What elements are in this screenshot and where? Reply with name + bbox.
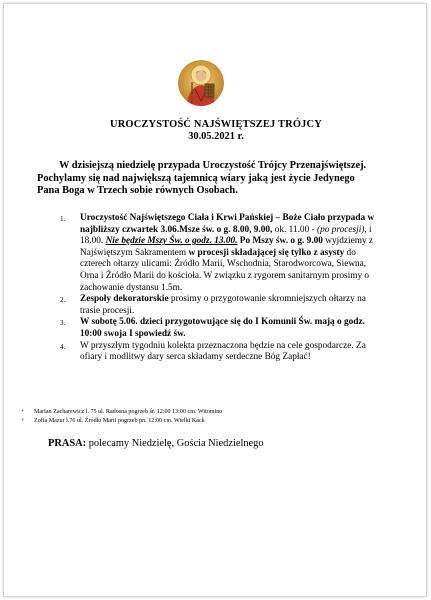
announcement-text: (po procesji) [316, 224, 365, 235]
press-label: PRASA: [48, 438, 87, 449]
list-item [60, 341, 382, 364]
announcement-text: Uroczystość Najświętszego Ciała i Krwi Pańskiej – Boże Ciało przypada w najbliższy czwartek 3.06.Msze św. o g. 8.00, 9.00, [80, 213, 375, 235]
announcement-text: W przyszłym tygodniu kolekta przeznaczona będzie na cele gospodarcze. Za ofiary i modlitwy dary serca składamy serdeczne Bóg Zapłać! [80, 340, 366, 363]
obituary-entry [21, 408, 381, 417]
announcement-text: Po Mszy św. o g. 9.00 [237, 236, 323, 247]
saint-icon [178, 60, 224, 106]
obituaries [21, 408, 381, 427]
list-number: 3. [60, 319, 66, 328]
obituary-text: Marian Zacharewicz l. 75 ul. Radosna pogrzeb śr. 12:00 13:00 cm. Witomino [34, 409, 223, 415]
announcements-list [60, 213, 382, 364]
page-date: 30.05.2021 r. [188, 131, 244, 142]
cross-symbol: + [21, 409, 25, 415]
intro-paragraph: W dzisiejszą niedzielę przypada Uroczystość Trójcy Przenajświętszej. Pochylamy się nad największą tajemnicą wiary jaką jest życie Jedynego Pana Boga w Trzech sobie równych Osobach. [37, 160, 367, 196]
obituary-text: Zofia Mazur l.76 ul. Źródło Marii pogrzeb pn. 12:00 cm. Wielki Kack [34, 418, 205, 425]
announcement-text: W sobotę 5.06. dzieci przygotowujące się do I Komunii Św. mają o godz. 10:00 swoja I spowiedź św. [80, 317, 365, 339]
press-text: polecamy Niedzielę, Gościa Niedzielnego [86, 438, 264, 449]
document-page [3, 3, 427, 597]
list-number: 2. [60, 296, 66, 305]
announcement-text: w procesji składającej się tylko z asysty [188, 247, 345, 258]
press-note [48, 437, 264, 450]
cross-symbol: + [21, 418, 25, 425]
announcement-text: ok. 11.00 - [272, 224, 317, 235]
page-title: UROCZYSTOŚĆ NAJŚWIĘTSZEJ TRÓJCY [110, 119, 322, 130]
obituary-entry [21, 417, 381, 426]
list-number: 1. [60, 215, 66, 223]
announcement-text: prosimy o przygotowanie skromniejszych ołtarzy na trasie procesji. [80, 294, 366, 316]
list-item [60, 317, 382, 340]
announcement-text: , i 18.00. [80, 224, 372, 247]
announcement-text: wyjdziemy z Najświętszym Sakramentem [80, 236, 374, 258]
announcement-text: do czterech ołtarzy ulicami: Źródło Marii, Wschodnia, Starodworcowa, Siewna, Orna i Źródło Marii do kościoła. W związku z rygorem sanitarnym prosimy o zachowanie dystansu 1.5m. [80, 247, 370, 293]
list-number: 4. [60, 342, 66, 351]
announcement-text: Zespoły dekoratorskie [80, 294, 169, 305]
announcement-emphasis: Nie będzie Mszy Św. o godz. 13.00. [105, 236, 238, 247]
list-item [60, 294, 382, 317]
list-item [60, 213, 382, 294]
